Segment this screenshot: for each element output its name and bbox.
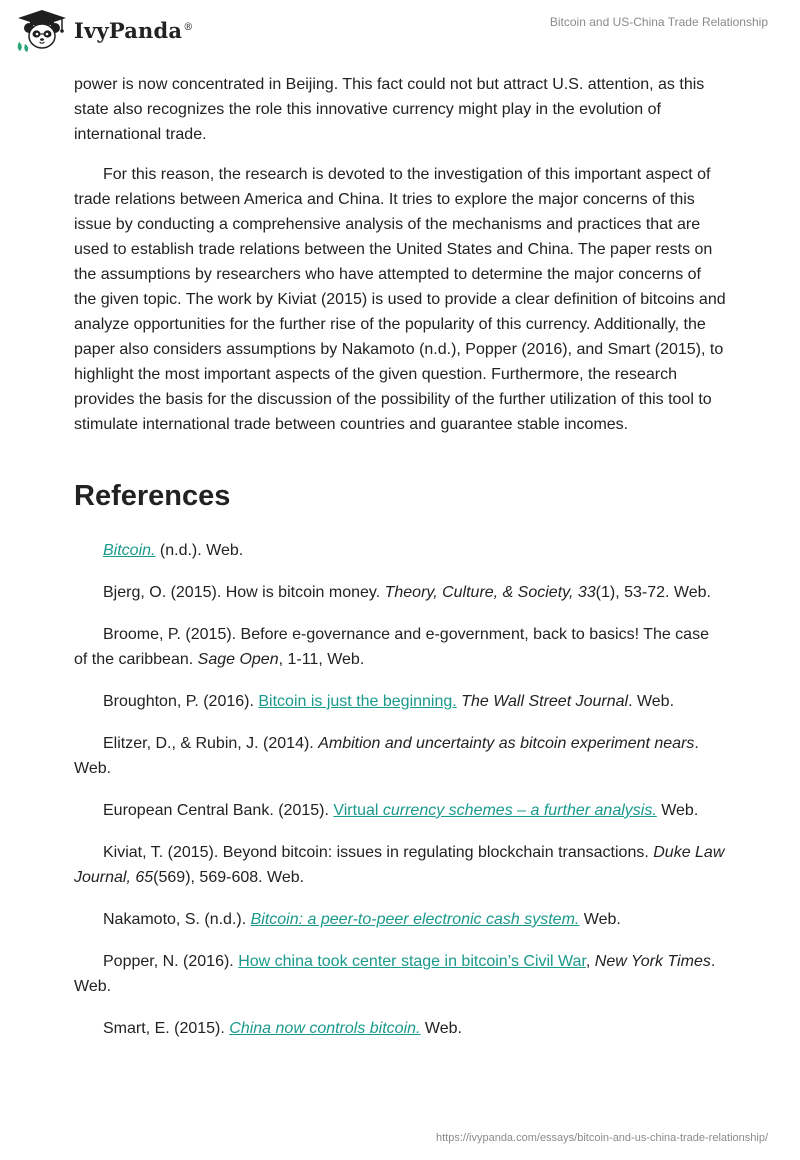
- references-heading: References: [74, 480, 231, 512]
- essay-body: [74, 72, 726, 437]
- reference-link[interactable]: Bitcoin: a peer-to-peer electronic cash system.: [250, 911, 580, 928]
- reference-link[interactable]: How china took center stage in bitcoin’s Civil War: [238, 953, 586, 970]
- paragraph-research-scope: For this reason, the research is devoted to the investigation of this important aspect of trade relations between America and China. It tries to explore the major concerns of this issue by conducting a comprehensive analysis of the mechanisms and practices that are used to establish trade relations between the United States and China. The paper rests on the assumptions by researchers who have attempted to determine the major concerns of the given topic. The work by Kiviat (2015) is used to provide a clear definition of bitcoins and analyze opportunities for the further rise of the popularity of this currency. Additionally, the paper also considers assumptions by Nakamoto (n.d.), Popper (2016), and Smart (2015), to highlight the most important aspects of the given question. Furthermore, the research provides the basis for the discussion of the possibility of the further utilization of this tool to stimulate international trade between countries and guarantee stable incomes.: [74, 166, 726, 433]
- reference-item: Smart, E. (2015). China now controls bitcoin. Web.: [103, 1020, 462, 1037]
- page-header: [0, 0, 800, 64]
- ivypanda-logo[interactable]: [14, 8, 193, 52]
- reference-link[interactable]: Bitcoin.: [103, 542, 156, 559]
- reference-item: Broughton, P. (2016). Bitcoin is just the beginning. The Wall Street Journal. Web.: [103, 693, 675, 710]
- reference-link[interactable]: Virtual currency schemes – a further analysis.: [333, 802, 657, 819]
- reference-item: Bjerg, O. (2015). How is bitcoin money. Theory, Culture, & Society, 33(1), 53-72. Web.: [103, 584, 711, 601]
- reference-item: Popper, N. (2016). How china took center stage in bitcoin’s Civil War, New York Times. Web.: [74, 953, 716, 995]
- reference-item: Broome, P. (2015). Before e-governance and e-government, back to basics! The case of the caribbean. Sage Open, 1-11, Web.: [74, 626, 709, 668]
- reference-link[interactable]: China now controls bitcoin.: [229, 1020, 421, 1037]
- reference-item: European Central Bank. (2015). Virtual currency schemes – a further analysis. Web.: [103, 802, 699, 819]
- source-url[interactable]: https://ivypanda.com/essays/bitcoin-and-us-china-trade-relationship/: [436, 1132, 768, 1144]
- reference-item: Nakamoto, S. (n.d.). Bitcoin: a peer-to-peer electronic cash system. Web.: [103, 911, 621, 928]
- document-title: Bitcoin and US-China Trade Relationship: [549, 15, 768, 29]
- panda-graduate-icon: [14, 8, 70, 52]
- paragraph-continuation: power is now concentrated in Beijing. This fact could not but attract U.S. attention, as this state also recognizes the role this innovative currency might play in the evolution of international trade.: [74, 76, 705, 143]
- reference-link[interactable]: Bitcoin is just the beginning.: [258, 693, 457, 710]
- brand-name: IvyPanda®: [74, 17, 194, 43]
- reference-item: Bitcoin. (n.d.). Web.: [103, 542, 244, 559]
- reference-item: Kiviat, T. (2015). Beyond bitcoin: issues in regulating blockchain transactions. Duke Law Journal, 65(569), 569-608. Web.: [74, 844, 725, 886]
- references-list: [74, 538, 726, 1058]
- reference-item: Elitzer, D., & Rubin, J. (2014). Ambition and uncertainty as bitcoin experiment nears. Web.: [74, 735, 699, 777]
